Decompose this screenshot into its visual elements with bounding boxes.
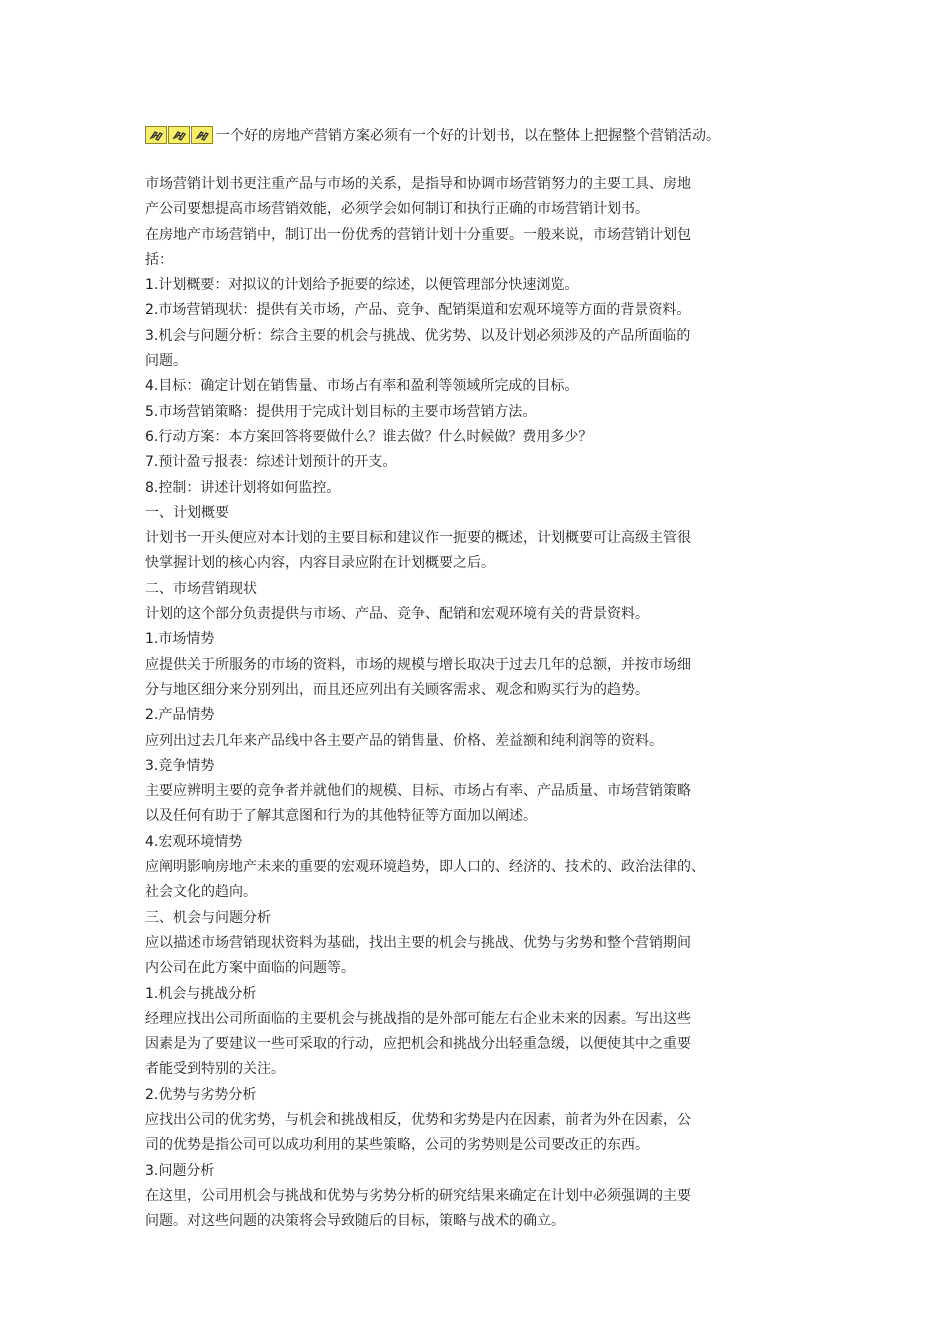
text-line: 4.目标：确定计划在销售量、市场占有率和盈利等领域所完成的目标。 (145, 378, 579, 395)
text-line: 应提供关于所服务的市场的资料，市场的规模与增长取决于过去几年的总额，并按市场细 (145, 656, 691, 673)
text-line: 在这里，公司用机会与挑战和优势与劣势分析的研究结果来确定在计划中必须强调的主要 (145, 1187, 691, 1204)
link-icon[interactable] (191, 126, 213, 144)
text-line: 2.产品情势 (145, 707, 215, 724)
text-line: 3.机会与问题分析：综合主要的机会与挑战、优劣势、以及计划必须涉及的产品所面临的 (145, 327, 691, 344)
text-line: 市场营销计划书更注重产品与市场的关系，是指导和协调市场营销努力的主要工具、房地 (145, 176, 691, 192)
text-line: 2.优势与劣势分析 (145, 1086, 257, 1103)
text-line: 问题。 (145, 353, 187, 370)
text-line: 应列出过去几年来产品线中各主要产品的销售量、价格、差益额和纯利润等的资料。 (145, 732, 663, 749)
text-line: 6.行动方案：本方案回答将要做什么？谁去做？什么时候做？费用多少？ (145, 428, 593, 445)
text-line: 括： (145, 251, 173, 268)
text-line: 司的优势是指公司可以成功利用的某些策略，公司的劣势则是公司要改正的东西。 (145, 1137, 649, 1154)
text-line: 5.市场营销策略：提供用于完成计划目标的主要市场营销方法。 (145, 403, 537, 420)
text-line: 4.宏观环境情势 (145, 833, 243, 850)
text-line: 经理应找出公司所面临的主要机会与挑战指的是外部可能左右企业未来的因素。写出这些 (145, 1010, 691, 1027)
intro-text: 一个好的房地产营销方案必须有一个好的计划书，以在整体上把握整个营销活动。 (216, 128, 720, 144)
text-line: 产公司要想提高市场营销效能，必须学会如何制订和执行正确的市场营销计划书。 (145, 201, 649, 218)
text-line: 因素是为了要建议一些可采取的行动，应把机会和挑战分出轻重急缓，以便使其中之重要 (145, 1036, 691, 1053)
text-line: 分与地区细分来分别列出，而且还应列出有关顾客需求、观念和购买行为的趋势。 (145, 681, 649, 698)
text-line: 1.机会与挑战分析 (145, 985, 257, 1002)
intro-paragraph (145, 122, 825, 148)
text-line: 计划的这个部分负责提供与市场、产品、竞争、配销和宏观环境有关的背景资料。 (145, 606, 649, 623)
text-line: 应找出公司的优劣势，与机会和挑战相反，优势和劣势是内在因素，前者为外在因素，公 (145, 1111, 691, 1128)
text-line: 3.问题分析 (145, 1162, 215, 1179)
text-line: 应阐明影响房地产未来的重要的宏观环境趋势，即人口的、经济的、技术的、政治法律的、 (145, 859, 705, 876)
text-line: 问题。对这些问题的决策将会导致随后的目标，策略与战术的确立。 (145, 1213, 565, 1230)
text-line: 社会文化的趋向。 (145, 884, 257, 901)
body-text (145, 172, 825, 1234)
text-line: 应以描述市场营销现状资料为基础，找出主要的机会与挑战、优势与劣势和整个营销期间 (145, 934, 691, 951)
text-line: 1.计划概要：对拟议的计划给予扼要的综述，以便管理部分快速浏览。 (145, 277, 579, 294)
spacer (145, 148, 825, 172)
text-line: 8.控制：讲述计划将如何监控。 (145, 479, 341, 496)
text-line: 主要应辨明主要的竞争者并就他们的规模、目标、市场占有率、产品质量、市场营销策略 (145, 783, 691, 800)
text-line: 快掌握计划的核心内容，内容目录应附在计划概要之后。 (145, 555, 495, 572)
link-icon[interactable] (168, 126, 190, 144)
link-icon[interactable] (145, 126, 167, 144)
document-page (145, 122, 825, 1234)
text-line: 三、机会与问题分析 (145, 909, 271, 926)
text-line: 内公司在此方案中面临的问题等。 (145, 960, 355, 977)
icon-group (145, 126, 214, 144)
text-line: 二、市场营销现状 (145, 580, 257, 597)
text-line: 计划书一开头便应对本计划的主要目标和建议作一扼要的概述，计划概要可让高级主管很 (145, 530, 691, 547)
text-line: 一、计划概要 (145, 504, 229, 521)
text-line: 者能受到特别的关注。 (145, 1061, 285, 1078)
text-line: 2.市场营销现状：提供有关市场，产品、竞争、配销渠道和宏观环境等方面的背景资料。 (145, 302, 691, 319)
text-line: 7.预计盈亏报表：综述计划预计的开支。 (145, 454, 397, 471)
text-line: 在房地产市场营销中，制订出一份优秀的营销计划十分重要。一般来说，市场营销计划包 (145, 226, 691, 243)
text-line: 以及任何有助于了解其意图和行为的其他特征等方面加以阐述。 (145, 808, 537, 825)
text-line: 1.市场情势 (145, 631, 215, 648)
text-line: 3.竞争情势 (145, 757, 215, 774)
